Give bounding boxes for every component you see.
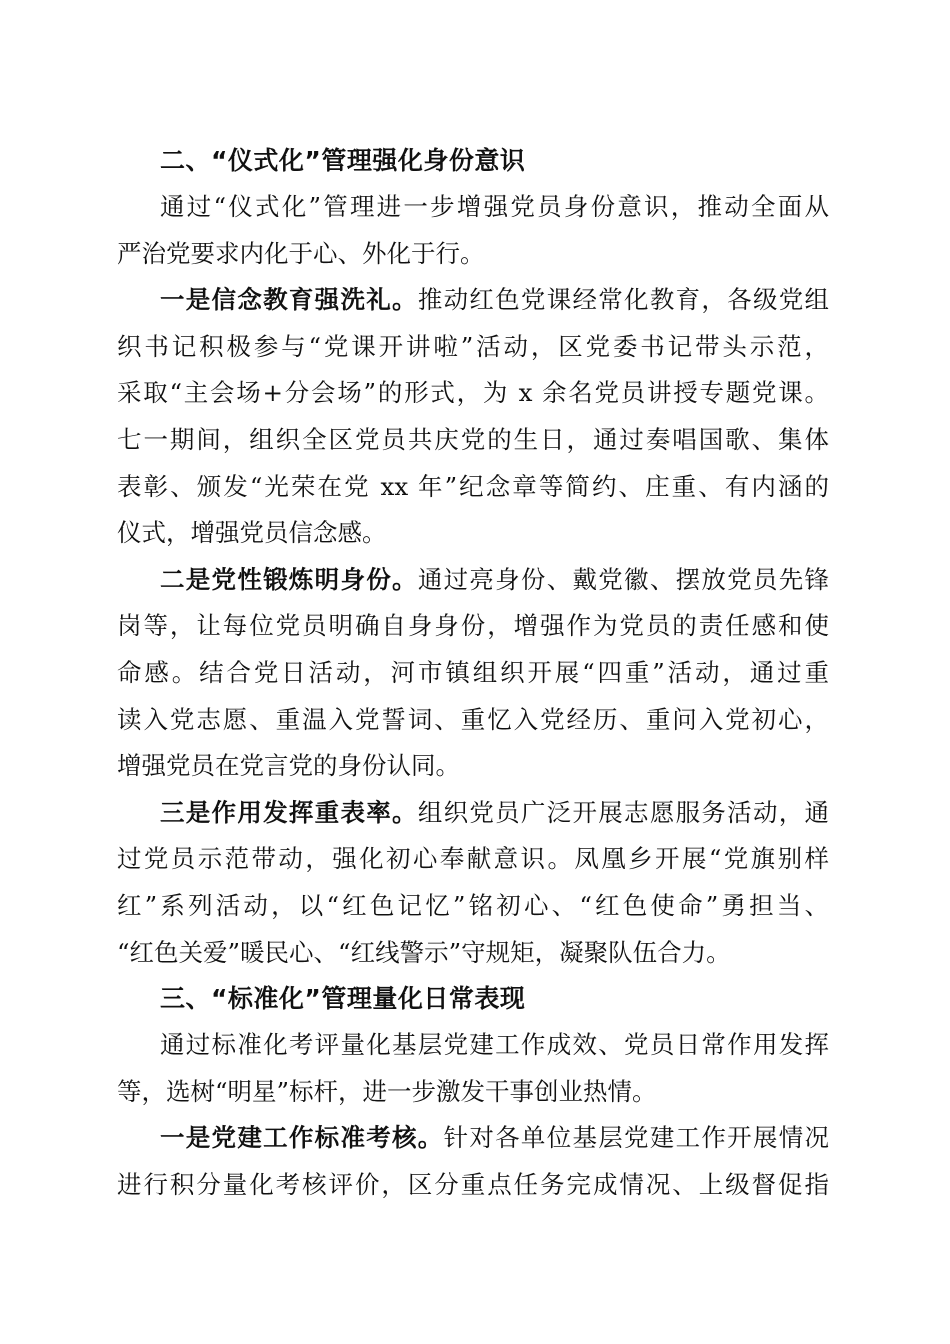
paragraph-role-model (117, 790, 829, 976)
paragraph-line: 增强党员在党言党的身份认同。 (117, 751, 460, 781)
paragraph-line: “红色关爱”暖民心、“红线警示”守规矩，凝聚队伍合力。 (117, 937, 731, 967)
paragraph-text: 组织党员广泛开展志愿服务活动，通 (417, 797, 830, 827)
document-body (117, 138, 829, 1208)
paragraph-line: 通过标准化考评量化基层党建工作成效、党员日常作用发挥 (160, 1030, 829, 1060)
paragraph-line: 通过“仪式化”管理进一步增强党员身份意识，推动全面从 (160, 192, 829, 221)
paragraph-intro-2 (117, 184, 829, 277)
section-heading-3: 三、“标准化”管理量化日常表现 (160, 984, 526, 1014)
paragraph-line: 严治党要求内化于心、外化于行。 (117, 238, 485, 268)
paragraph-line (117, 790, 829, 837)
paragraph-lead: 二是党性锻炼明身份。 (160, 564, 418, 594)
paragraph-text: 通过亮身份、戴党徽、摆放党员先锋 (417, 564, 830, 594)
paragraph-line: 进行积分量化考核评价，区分重点任务完成情况、上级督促指 (117, 1169, 829, 1199)
paragraph-line: 表彰、颁发“光荣在党 xx 年”纪念章等简约、庄重、有内涵的 (117, 471, 829, 501)
paragraph-line: 过党员示范带动，强化初心奉献意识。凤凰乡开展“党旗别样 (117, 844, 829, 874)
paragraph-party-spirit (117, 557, 829, 790)
paragraph-line: 岗等，让每位党员明确自身身份，增强作为党员的责任感和使 (117, 611, 829, 641)
paragraph-line: 红”系列活动，以“红色记忆”铭初心、“红色使命”勇担当、 (117, 890, 829, 920)
paragraph-standard-assessment (117, 1115, 829, 1208)
section-heading-2: 二、“仪式化”管理强化身份意识 (160, 146, 526, 175)
paragraph-line (117, 1115, 829, 1162)
paragraph-line: 读入党志愿、重温入党誓词、重忆入党经历、重问入党初心， (117, 704, 829, 734)
paragraph-line: 等，选树“明星”标杆，进一步激发干事创业热情。 (117, 1076, 657, 1106)
paragraph-lead: 一是信念教育强洗礼。 (160, 285, 418, 315)
paragraph-line: 采取“主会场+分会场”的形式，为 x 余名党员讲授专题党课。 (117, 378, 829, 408)
paragraph-intro-3 (117, 1022, 829, 1115)
paragraph-belief-education (117, 277, 829, 557)
paragraph-line (117, 557, 829, 604)
paragraph-text: 推动红色党课经常化教育，各级党组 (417, 285, 830, 315)
paragraph-text: 针对各单位基层党建工作开展情况 (443, 1123, 830, 1153)
paragraph-lead: 三是作用发挥重表率。 (160, 797, 418, 827)
paragraph-line: 仪式，增强党员信念感。 (117, 518, 387, 548)
paragraph-line: 织书记积极参与“党课开讲啦”活动，区党委书记带头示范， (117, 331, 829, 361)
paragraph-line (117, 277, 829, 324)
paragraph-line: 七一期间，组织全区党员共庆党的生日，通过奏唱国歌、集体 (117, 424, 829, 454)
paragraph-line: 命感。结合党日活动，河市镇组织开展“四重”活动，通过重 (117, 657, 829, 687)
paragraph-lead: 一是党建工作标准考核。 (160, 1123, 444, 1153)
